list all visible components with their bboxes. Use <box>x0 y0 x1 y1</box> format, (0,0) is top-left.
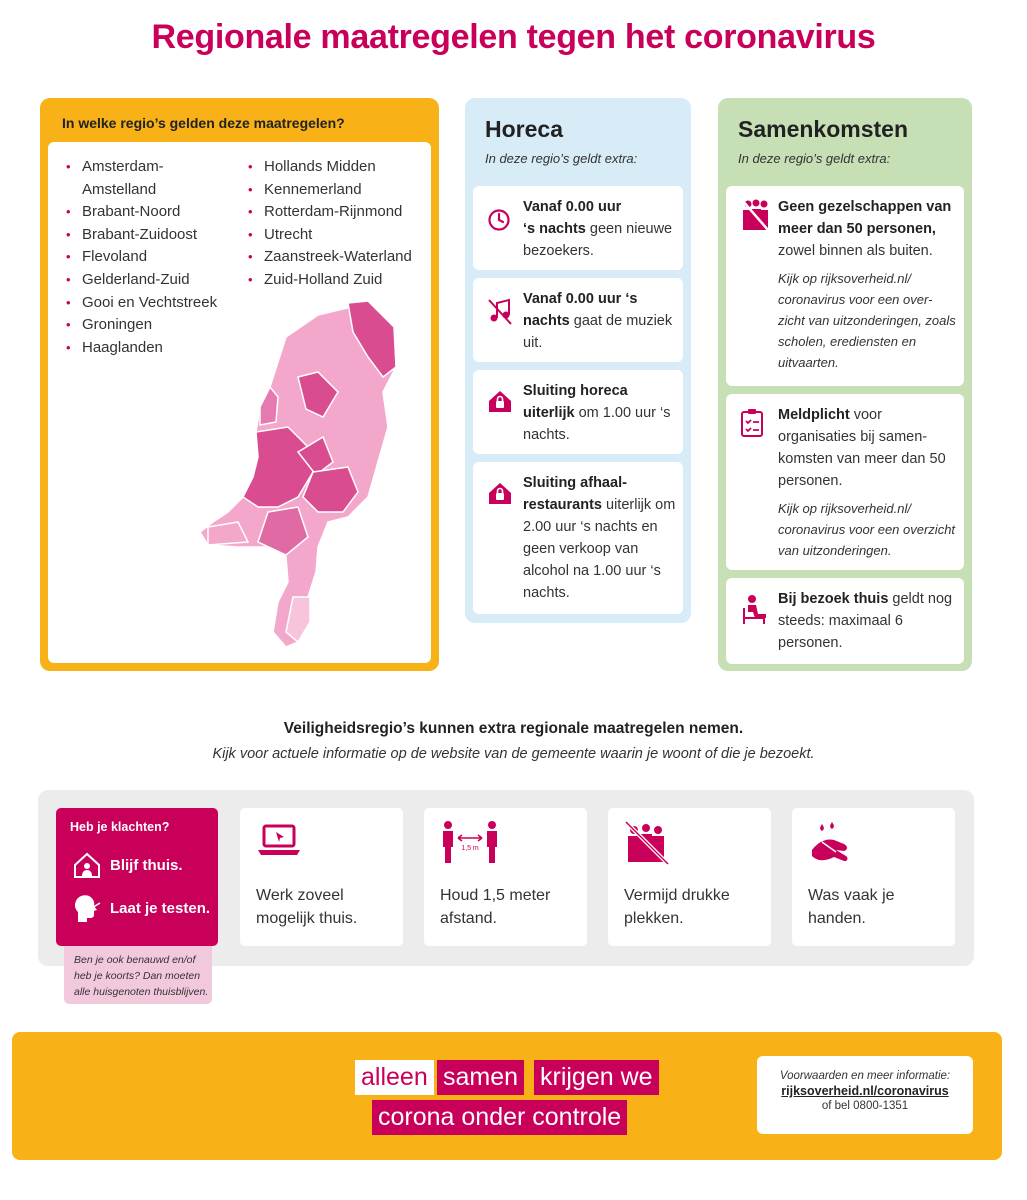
region-item: • Gooi en Vechtstreek <box>56 292 226 315</box>
tip-text: Was vaak je handen. <box>808 887 895 927</box>
horeca-card: Sluiting horeca uiterlijk om 1.00 uur ‘s nachts. <box>473 370 683 454</box>
slogan-word-alleen: alleen <box>355 1060 434 1095</box>
region-item: • Flevoland <box>56 246 226 269</box>
region-item: • Hollands Midden <box>238 156 438 179</box>
distance-icon <box>440 820 500 866</box>
hand-wash-icon <box>808 820 854 866</box>
crowd-no-icon <box>624 820 670 866</box>
region-item: • Rotterdam-Rijnmond <box>238 201 438 224</box>
samenkomsten-title: Samenkomsten <box>738 116 909 142</box>
house-person-icon <box>72 850 102 880</box>
region-item: • Brabant-Zuidoost <box>56 224 226 247</box>
regions-heading: In welke regio’s gelden deze maatregelen? <box>62 115 345 131</box>
complaints-note: Ben je ook benauwd en/of heb je koorts? Dan moeten alle huisgenoten thuisblijven. <box>64 946 212 1004</box>
laptop-icon <box>256 820 302 860</box>
svg-text:1,5 m: 1,5 m <box>461 845 479 852</box>
region-item: • Zuid-Holland Zuid <box>238 269 438 292</box>
complaints-question: Heb je klachten? <box>70 820 170 834</box>
netherlands-map <box>198 297 398 657</box>
region-item: • Utrecht <box>238 224 438 247</box>
info-link[interactable]: rijksoverheid.nl/coronavirus <box>781 1084 949 1098</box>
tip-card-work-home <box>240 808 403 946</box>
horeca-title: Horeca <box>485 116 563 142</box>
samenkomsten-card: Meldplicht voor organisaties bij samen-komsten van meer dan 50 personen. Kijk op rijksoverheid.nl/ coronavirus voor een overzicht van uitzonderingen. <box>726 394 964 570</box>
tip-card-crowds <box>608 808 771 946</box>
samenkomsten-card: Geen gezelschappen van meer dan 50 personen, zowel binnen als buiten. Kijk op rijksoverheid.nl/ coronavirus voor een over-zicht van uitzonderingen, zoals scholen, erediensten en uitvaarten. <box>726 186 964 386</box>
samenkomsten-card: Bij bezoek thuis geldt nog steeds: maximaal 6 personen. <box>726 578 964 664</box>
samenkomsten-subtitle: In deze regio’s geldt extra: <box>738 151 891 166</box>
person-on-chair-icon <box>740 594 770 626</box>
tip-text: Vermijd drukke plekken. <box>624 887 730 927</box>
region-item: • Gelderland-Zuid <box>56 269 226 292</box>
slogan-words-krijgen-we: krijgen we <box>534 1060 659 1095</box>
horeca-card: Vanaf 0.00 uur ‘s nachts gaat de muziek uit. <box>473 278 683 362</box>
info-phone: of bel 0800-1351 <box>821 1100 909 1112</box>
extra-measures-note: Kijk voor actuele informatie op de website van de gemeente waarin je woont of die je bezoekt. <box>212 746 815 762</box>
regions-list-right <box>238 156 438 292</box>
horeca-panel <box>465 98 691 623</box>
get-tested-row <box>72 892 210 924</box>
horeca-card: Vanaf 0.00 uur ‘s nachts geen nieuwe bezoekers. <box>473 186 683 270</box>
complaints-box <box>56 808 218 946</box>
horeca-subtitle: In deze regio’s geldt extra: <box>485 151 638 166</box>
info-box <box>757 1056 973 1134</box>
checklist-icon <box>740 408 764 438</box>
region-item: • Brabant-Noord <box>56 201 226 224</box>
tip-text: Houd 1,5 meter afstand. <box>440 887 551 927</box>
regions-inner <box>48 142 431 663</box>
info-line-1: Voorwaarden en meer informatie: <box>779 1070 951 1082</box>
head-test-icon <box>72 892 102 924</box>
stay-home-label: Blijf thuis. <box>110 856 183 874</box>
samenkomsten-panel <box>718 98 972 671</box>
region-item: • Kennemerland <box>238 179 438 202</box>
slogan-line-2: corona onder controle <box>372 1100 627 1135</box>
music-off-icon <box>487 298 513 326</box>
tip-text: Werk zoveel mogelijk thuis. <box>256 887 358 927</box>
region-item: • Amsterdam- Amstelland <box>56 156 226 201</box>
extra-measures-heading: Veiligheidsregio’s kunnen extra regionale maatregelen nemen. <box>283 720 744 737</box>
tip-card-wash-hands <box>792 808 955 946</box>
get-tested-label: Laat je testen. <box>110 899 211 917</box>
tip-card-distance <box>424 808 587 946</box>
region-item: • Haaglanden <box>56 337 226 360</box>
region-item: • Groningen <box>56 314 226 337</box>
stay-home-row <box>72 850 183 880</box>
horeca-card: Sluiting afhaal- restaurants uiterlijk om 2.00 uur ‘s nachts en geen verkoop van alcohol na 1.00 uur ‘s nachts. <box>473 462 683 614</box>
closed-house-icon <box>487 388 513 414</box>
page-title: Regionale maatregelen tegen het coronavirus <box>151 18 876 56</box>
regions-panel <box>40 98 439 671</box>
clock-icon <box>487 208 511 232</box>
closed-house-icon <box>487 480 513 506</box>
slogan-word-samen: samen <box>437 1060 524 1095</box>
group-no-icon <box>740 198 770 232</box>
region-item: • Zaanstreek-Waterland <box>238 246 438 269</box>
